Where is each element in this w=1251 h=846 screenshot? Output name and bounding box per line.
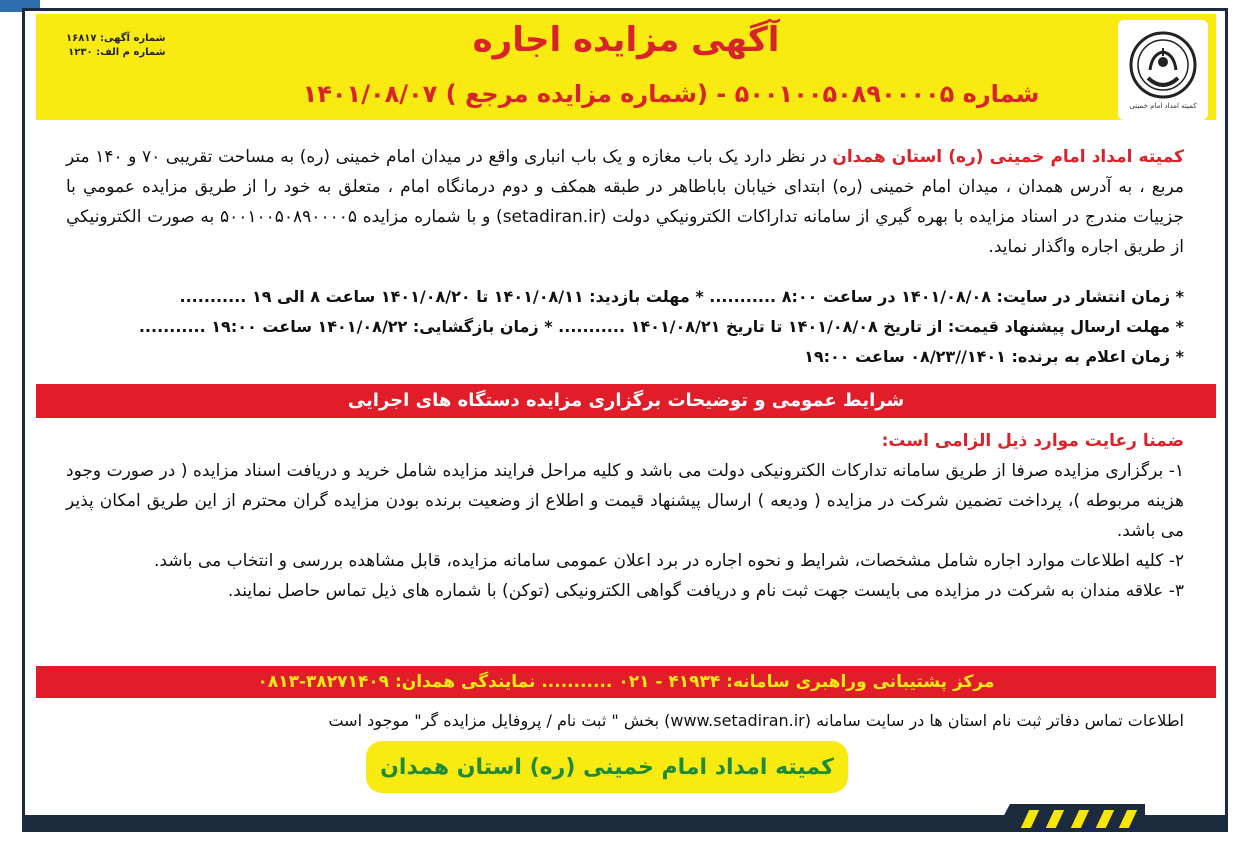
date-list — [66, 282, 1184, 372]
notice-title: آگهی مزایده اجاره — [472, 20, 780, 60]
support-bar: مرکز پشتیبانی وراهبری سامانه: ۴۱۹۳۴ - ۰۲۱ ........... نمایندگی همدان: ۳۸۲۷۱۴۰۹-۰۸۱۳ — [36, 666, 1216, 698]
date-line: * مهلت ارسال پیشنهاد قیمت: از تاریخ ۱۴۰۱/۰۸/۰۸ تا تاریخ ۱۴۰۱/۰۸/۲۱ ........... * زمان بازگشایی: ۱۴۰۱/۰۸/۲۲ ساعت ۱۹:۰۰ ........... — [138, 317, 1184, 336]
intro-paragraph — [66, 142, 1184, 262]
organization-logo — [1118, 20, 1208, 120]
date-line: * زمان انتشار در سایت: ۱۴۰۱/۰۸/۰۸ در ساعت ۸:۰۰ ........... * مهلت بازدید: ۱۴۰۱/۰۸/۱۱ تا ۱۴۰۱/۰۸/۲۰ ساعت ۸ الی ۱۹ ........... — [179, 287, 1184, 306]
condition-item: ۲- کلیه اطلاعات موارد اجاره شامل مشخصات، شرایط و نحوه اجاره در برد اعلان عمومی سامانه مزایده، قابل مشاهده بررسی و انتخاب می باشد. — [154, 551, 1184, 571]
notice-header — [36, 14, 1216, 120]
footer-note: اطلاعات تماس دفاتر ثبت نام استان ها در سایت سامانه (www.setadiran.ir) بخش " ثبت نام / پروفایل مزایده گر" موجود است — [328, 711, 1184, 730]
stripe-decoration — [995, 804, 1145, 832]
logo-caption: کمیته امداد امام خمینی — [1129, 102, 1197, 110]
conditions-section — [66, 426, 1184, 606]
auction-number: شماره ۵۰۰۱۰۰۵۰۸۹۰۰۰۰۵ - (شماره مزایده مرجع ) ۱۴۰۱/۰۸/۰۷ — [302, 80, 1040, 108]
signature-badge: کمیته امداد امام خمینی (ره) استان همدان — [366, 741, 848, 793]
alef-number: شماره م الف: ۱۲۳۰ — [68, 47, 166, 58]
conditions-bar: شرایط عمومی و توضیحات برگزاری مزایده دستگاه های اجرایی — [36, 384, 1216, 418]
intro-text: در نظر دارد یک باب مغازه و یک باب انباری واقع در میدان امام خمینی (ره) به مساحت تقریبی ۷۰ و ۱۴۰ متر مربع ، به آدرس همدان ، میدان امام خمینی (ره) ابتدای خیابان باباطاهر در طبقه همکف و دوم درمانگاه امام ، متعلق به خود را از طریق مزایده عمومي با جزییات مندرج در اسناد مزایده با بهره گیري از سامانه تداراکات الکترونیکي دولت (setadiran.ir) و با شماره مزایده ۵۰۰۱۰۰۵۰۸۹۰۰۰۰۵ به صورت الکترونیکي از طریق اجاره واگذار نماید. — [66, 147, 1184, 257]
date-line: * زمان اعلام به برنده: ۱۴۰۱//۰۸/۲۳ ساعت ۱۹:۰۰ — [804, 347, 1184, 366]
condition-item: ۱- برگزاری مزایده صرفا از طریق سامانه تدارکات الکترونیکی دولت می باشد و کلیه مراحل فرایند مزایده شامل خرید و دریافت اسناد مزایده ( در صورت وجود هزینه مربوطه )، پرداخت تضمین شرکت در مزایده ( ودیعه ) ارسال پیشنهاد قیمت و اطلاع از وضعیت برنده بودن مزایده گران محترم از این طریق امکان پذیر می باشد. — [66, 461, 1184, 541]
organization-name: کمیته امداد امام خمینی (ره) استان همدان — [832, 147, 1184, 167]
notice-number: شماره آگهی: ۱۶۸۱۷ — [66, 33, 166, 44]
condition-item: ۳- علاقه مندان به شرکت در مزایده می بایست جهت ثبت نام و دریافت گواهی الکترونیکی (توکن) با شماره های ذیل تماس حاصل نمایند. — [227, 581, 1184, 601]
emdad-logo-icon — [1128, 30, 1198, 100]
conditions-heading: ضمنا رعایت موارد ذیل الزامی است: — [881, 431, 1184, 451]
